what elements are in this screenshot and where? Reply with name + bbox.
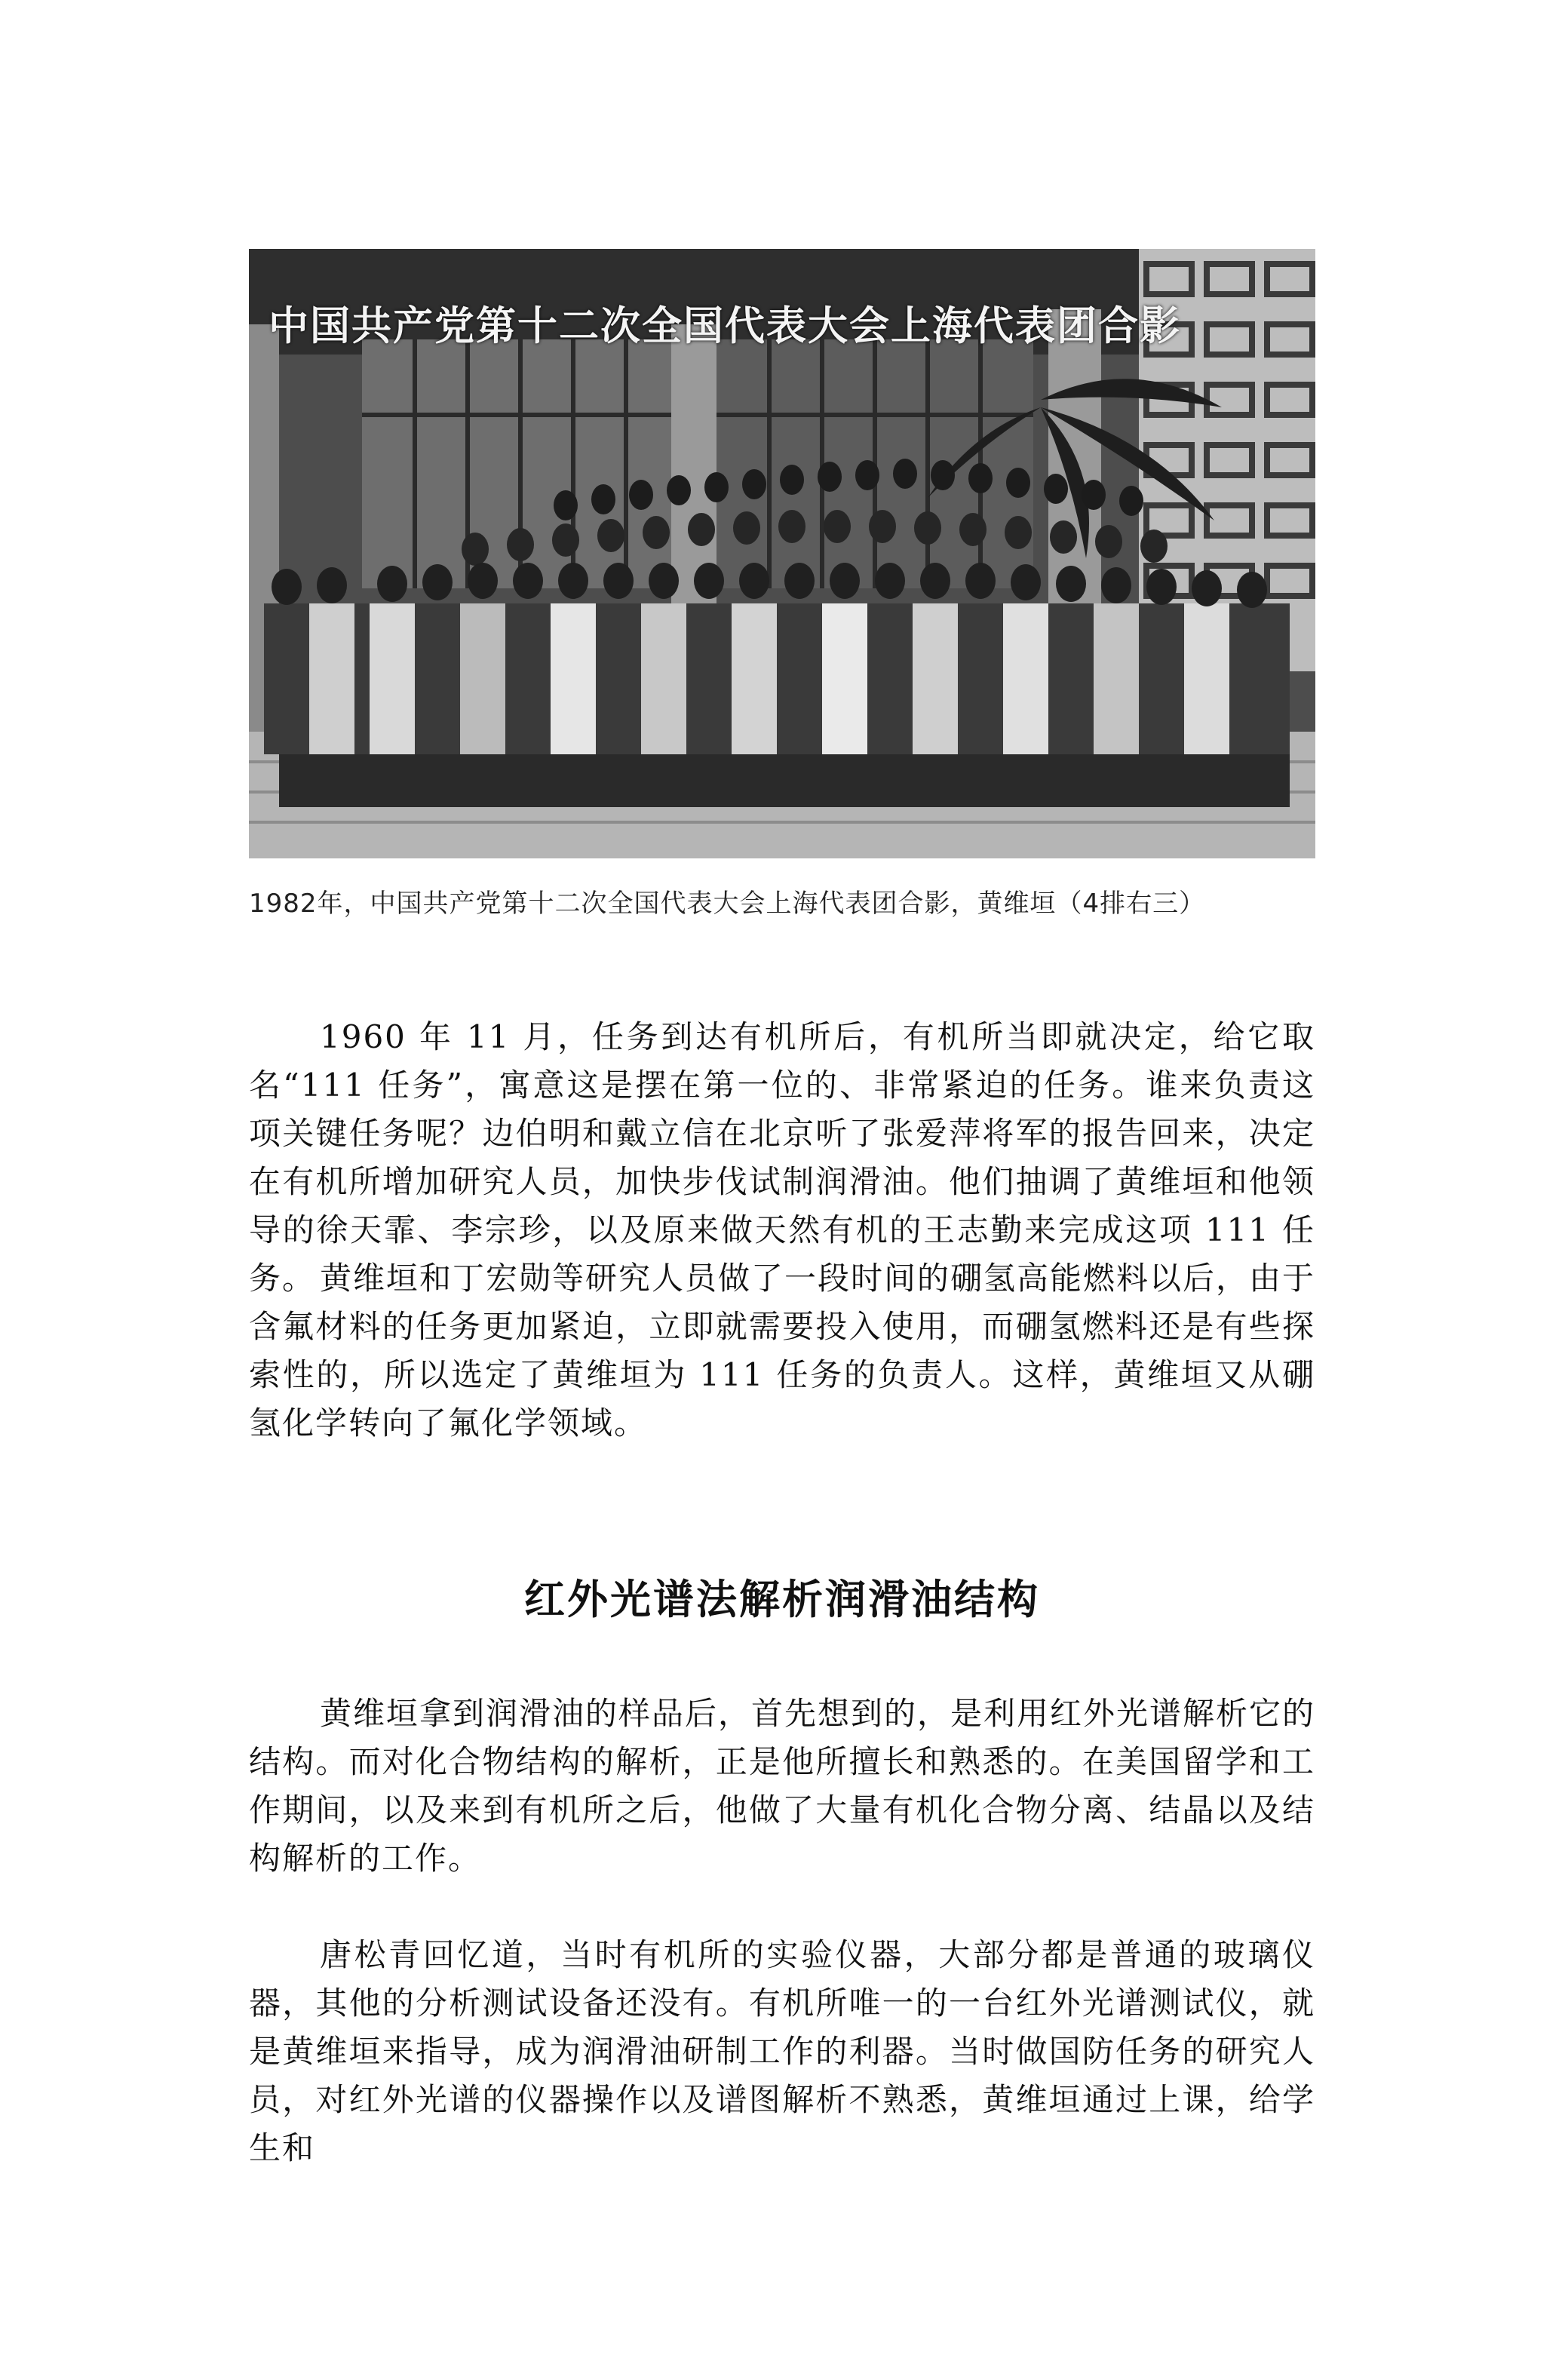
- paragraph-2: 黄维垣和丁宏勋等研究人员做了一段时间的硼氢高能燃料以后，由于含氟材料的任务更加紧迫，立即就需要投入使用，而硼氢燃料还是有些探索性的，所以选定了黄维垣为 111 任务的负责人。这样，黄维垣又从硼氢化学转向了氟化学领域。: [249, 1260, 1316, 1441]
- paragraph-1: 1960 年 11 月，任务到达有机所后，有机所当即就决定，给它取名“111 任务”，寓意这是摆在第一位的、非常紧迫的任务。谁来负责这项关键任务呢？边伯明和戴立信在北京听了张爱萍将军的报告回来，决定在有机所增加研究人员，加快步伐试制润滑油。他们抽调了黄维垣和他领导的徐天霏、李宗珍，以及原来做天然有机的王志勤来完成这项 111 任务。: [249, 1018, 1315, 1297]
- section-heading: 红外光谱法解析润滑油结构: [524, 1575, 1040, 1623]
- paragraph-3: 黄维垣拿到润滑油的样品后，首先想到的，是利用红外光谱解析它的结构。而对化合物结构的解析，正是他所擅长和熟悉的。在美国留学和工作期间，以及来到有机所之后，他做了大量有机化合物分离、结晶以及结构解析的工作。: [249, 1695, 1316, 1877]
- group-photo: [249, 249, 1315, 858]
- paragraph-4: 唐松青回忆道，当时有机所的实验仪器，大部分都是普通的玻璃仪器，其他的分析测试设备还没有。有机所唯一的一台红外光谱测试仪，就是黄维垣来指导，成为润滑油研制工作的利器。当时做国防任务的研究人员，对红外光谱的仪器操作以及谱图解析不熟悉，黄维垣通过上课，给学生和: [249, 1936, 1315, 2166]
- photo-title-text: 中国共产党第十二次全国代表大会上海代表团合影: [268, 302, 1181, 349]
- photo-caption: 1982年，中国共产党第十二次全国代表大会上海代表团合影，黄维垣（4排右三）: [249, 889, 1206, 919]
